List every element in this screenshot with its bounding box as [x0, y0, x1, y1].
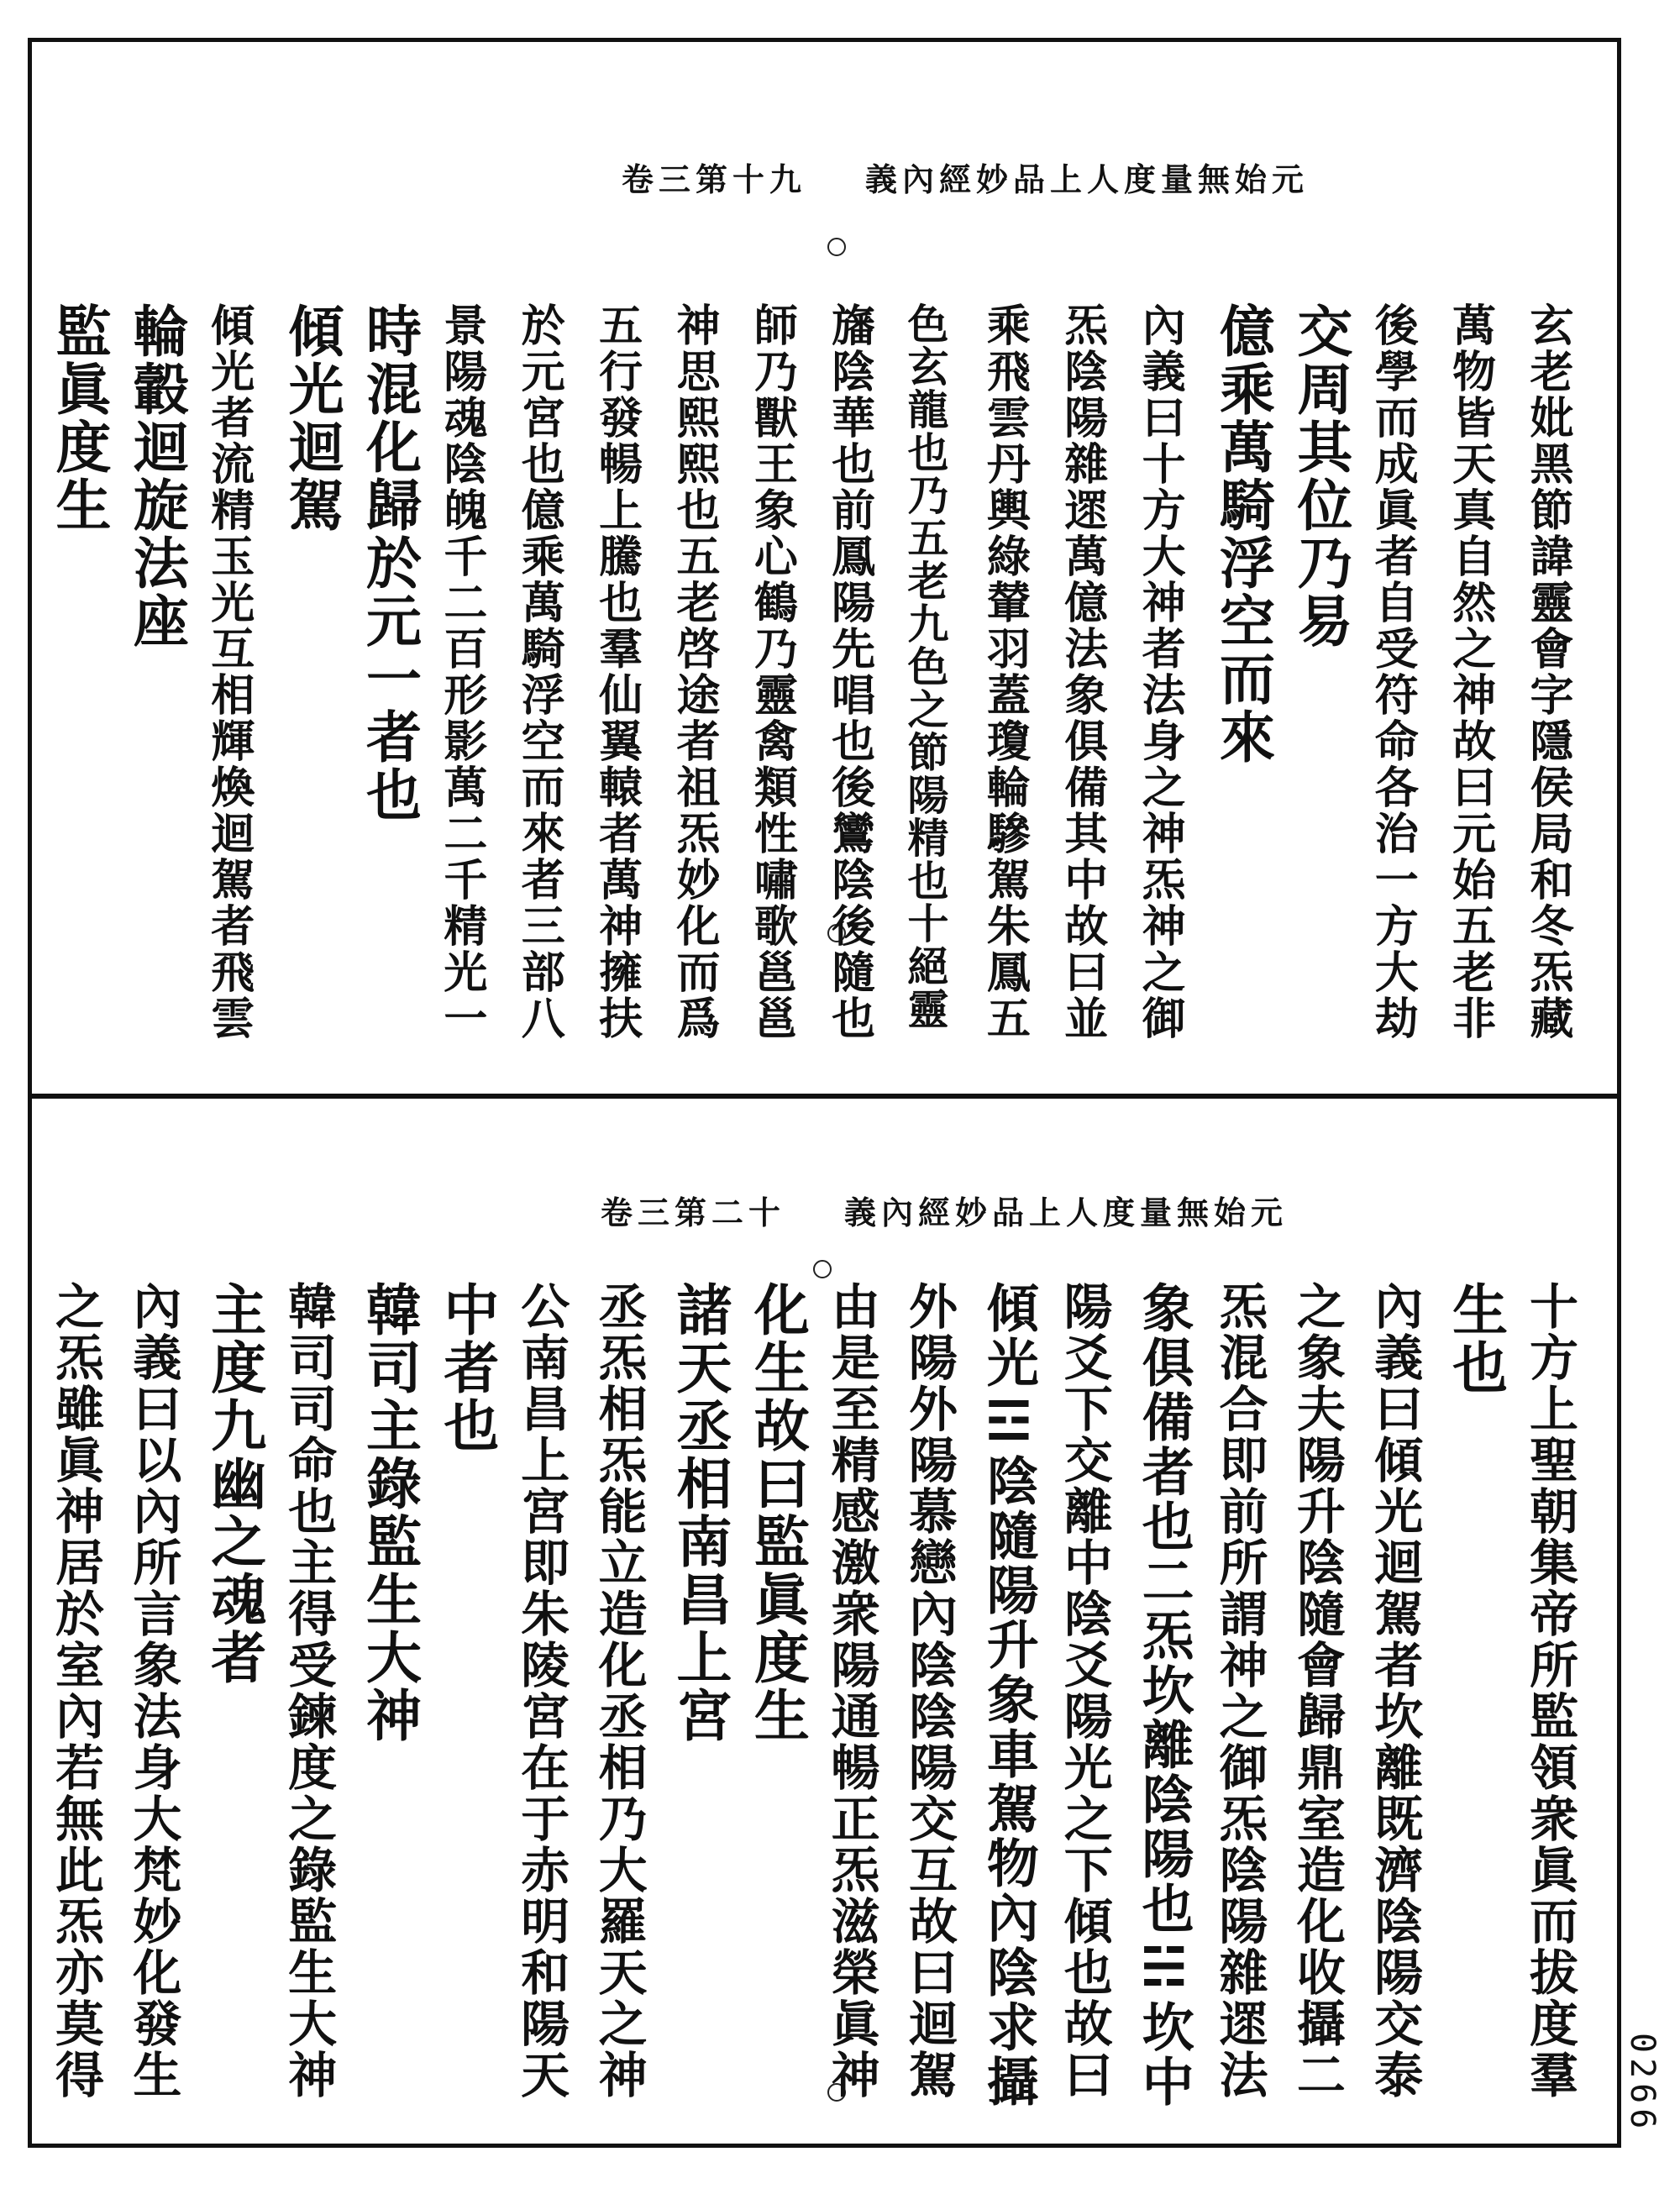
top-column-9: 色玄龍也乃五老九色之節陽精也十絕靈	[901, 302, 951, 1031]
bottom-column-6: 象俱備者也二炁坎離陰陽也☵坎中	[1133, 1281, 1195, 2109]
top-column-18: 傾光者流精玉光互相輝煥迴駕者飛雲	[202, 302, 255, 1042]
bottom-column-1: 十方上聖朝集帝所監領衆眞而拔度羣	[1521, 1281, 1578, 2101]
top-header-title: 元始無量度人上品妙經內義	[865, 160, 1310, 198]
top-column-6: 內義曰十方大神者法身之神炁神之御	[1134, 302, 1186, 1042]
bottom-column-3: 內義曰傾光迴駕者坎離既濟陰陽交泰	[1366, 1281, 1424, 2101]
bottom-running-header	[601, 1187, 1288, 1233]
top-column-16: 時混化歸於元一者也	[356, 302, 423, 824]
top-column-3: 後學而成眞者自受符命各治一方大劫	[1367, 302, 1419, 1042]
top-column-7: 炁陰陽雜遝萬億法象俱備其中故曰並	[1056, 302, 1108, 1042]
bottom-column-2: 生也	[1442, 1281, 1509, 1397]
bottom-column-16: 韓司主錄監生大神	[356, 1281, 423, 1745]
bottom-column-10: 由是至精感激衆陽通暢正炁滋榮眞神	[822, 1281, 880, 2101]
top-column-17: 傾光迴駕	[279, 302, 345, 534]
top-column-2: 萬物皆天真自然之神故曰元始五老非	[1444, 302, 1496, 1042]
circle-mark-icon	[813, 1260, 832, 1278]
bottom-header-title: 元始無量度人上品妙經內義	[844, 1194, 1289, 1231]
top-column-13: 五行發暢上騰也羣仙翼轅者萬神擁扶	[591, 302, 643, 1042]
top-column-15: 景陽魂陰魄千二百形影萬二千精光一	[435, 302, 487, 1042]
top-header-folio: 卷三第十九	[622, 160, 807, 198]
top-column-14: 於元宮也億乘萬騎浮空而來者三部八	[513, 302, 565, 1042]
top-column-8: 乘飛雲丹輿綠輦羽蓋瓊輪驂駕朱鳳五	[979, 302, 1031, 1042]
top-column-20: 監眞度生	[46, 302, 112, 534]
bottom-column-4: 之象夫陽升陰隨會歸鼎室造化收攝二	[1288, 1281, 1346, 2101]
bottom-column-7: 陽爻下交離中陰爻陽光之下傾也故曰	[1055, 1281, 1113, 2101]
bottom-column-5: 炁混合即前所謂神之御炁陰陽雜遝法	[1210, 1281, 1268, 2101]
bottom-column-14: 公南昌上宮即朱陵宮在于赤明和陽天	[512, 1281, 570, 2101]
page-number: 0266	[1623, 2033, 1662, 2134]
top-running-header	[622, 154, 1368, 200]
circle-mark-icon	[827, 238, 846, 256]
top-column-5: 億乘萬騎浮空而來	[1210, 302, 1276, 766]
top-column-11: 師乃獸王象心鶴乃靈禽類性嘯歌邕邕	[746, 302, 798, 1042]
top-column-19: 輪轂迴旋法座	[123, 302, 190, 650]
top-column-10: 旛陰華也前鳳陽先唱也後鸞陰後隨也	[823, 302, 875, 1042]
bottom-column-12: 諸天丞相南昌上宮	[666, 1281, 732, 1745]
top-column-1: 玄老妣黑節諱靈會字隱侯局和冬炁藏	[1522, 302, 1573, 1042]
bottom-column-18: 主度九幽之魂者	[201, 1281, 267, 1687]
page-divider	[28, 1094, 1621, 1099]
bottom-column-11: 化生故曰監眞度生	[744, 1281, 811, 1745]
bottom-column-19: 內義曰以內所言象法身大梵妙化發生	[124, 1281, 182, 2101]
top-column-4: 交周其位乃易	[1287, 302, 1353, 650]
bottom-column-9: 外陽外陽慕戀內陰陰陽交互故曰迴駕	[900, 1281, 958, 2101]
bottom-column-20: 之炁雖眞神居於室內若無此炁亦莫得	[47, 1281, 104, 2101]
bottom-column-13: 丞炁相炁能立造化丞相乃大羅天之神	[590, 1281, 648, 2101]
bottom-column-15: 中者也	[433, 1281, 500, 1455]
bottom-column-17: 韓司司命也主得受鍊度之錄監生大神	[280, 1281, 338, 2101]
bottom-column-8: 傾光☲陰隨陽升象車駕物內陰求攝	[978, 1281, 1040, 2109]
top-column-12: 神思熙熙也五老啓途者祖炁妙化而爲	[668, 302, 720, 1042]
bottom-header-folio: 卷三第二十	[601, 1194, 786, 1231]
